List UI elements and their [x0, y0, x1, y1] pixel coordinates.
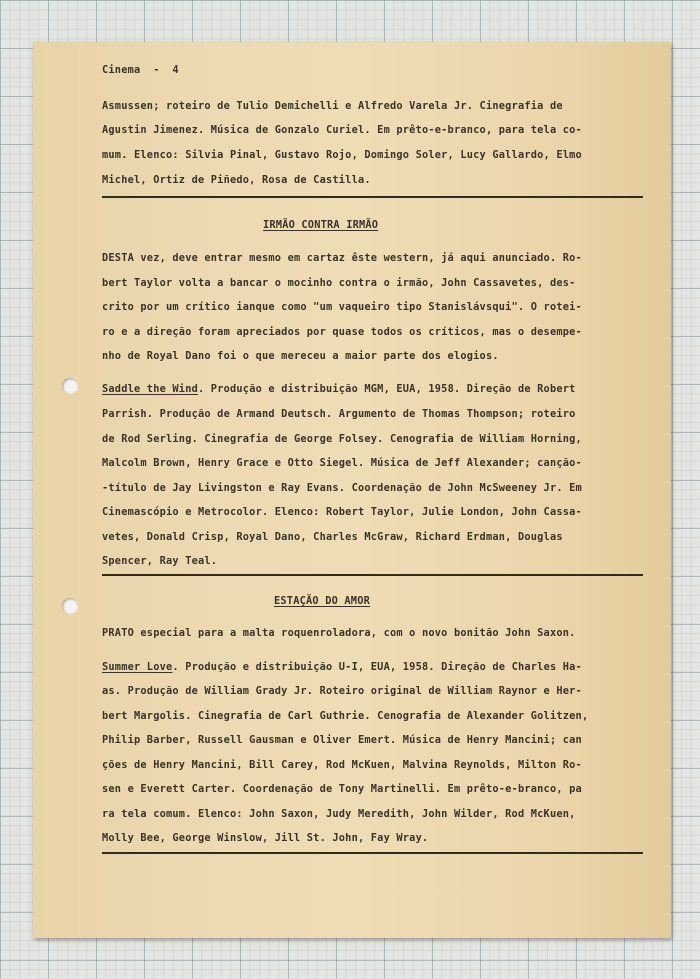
typewritten-page: [33, 42, 671, 938]
section-heading: ESTAÇÃO DO AMOR: [274, 595, 370, 607]
text-line: Malcolm Brown, Henry Grace e Otto Siegel. Música de Jeff Alexander; canção-: [102, 457, 582, 469]
film-title: Summer Love: [102, 661, 173, 673]
text-line: bert Taylor volta a bancar o mocinho contra o irmão, John Cassavetes, des-: [102, 277, 576, 289]
text-line: ra tela comum. Elenco: John Saxon, Judy Meredith, John Wilder, Rod McKuen,: [102, 808, 576, 820]
text-line: de Rod Serling. Cinegrafia de George Folsey. Cenografia de William Horning,: [102, 433, 582, 445]
punch-hole-upper: [62, 378, 78, 394]
section-divider: [102, 196, 643, 198]
text-line: as. Produção de William Grady Jr. Roteiro original de William Raynor e Her-: [102, 685, 582, 697]
text-line: mum. Elenco: Silvia Pinal, Gustavo Rojo, Domingo Soler, Lucy Gallardo, Elmo: [102, 149, 582, 161]
text-line: vetes, Donald Crisp, Royal Dano, Charles McGraw, Richard Erdman, Douglas: [102, 531, 563, 543]
text-line: nho de Royal Dano foi o que mereceu a maior parte dos elogios.: [102, 350, 499, 362]
punch-hole-lower: [62, 598, 78, 614]
credits-text: . Produção e distribuição U-I, EUA, 1958. Direção de Charles Ha-: [172, 661, 582, 673]
text-line: sen e Everett Carter. Coordenação de Tony Martinelli. Em prêto-e-branco, pa: [102, 783, 582, 795]
text-line: ro e a direção foram apreciados por quase todos os críticos, mas o desempe-: [102, 326, 582, 338]
text-line: Asmussen; roteiro de Tulio Demichelli e Alfredo Varela Jr. Cinegrafia de: [102, 100, 563, 112]
section-divider: [102, 852, 643, 854]
credits-first-line: [102, 383, 576, 395]
text-line: ções de Henry Mancini, Bill Carey, Rod McKuen, Malvina Reynolds, Milton Ro-: [102, 759, 582, 771]
text-line: Spencer, Ray Teal.: [102, 555, 218, 567]
credits-first-line: [102, 661, 582, 673]
text-line: crito por um crítico ianque como "um vaqueiro tipo Stanislávsqui". O rotei-: [102, 301, 582, 313]
text-line: Agustin Jimenez. Música de Gonzalo Curiel. Em prêto-e-branco, para tela co-: [102, 124, 582, 136]
text-line: Parrish. Produção de Armand Deutsch. Argumento de Thomas Thompson; roteiro: [102, 408, 576, 420]
credits-text: . Produção e distribuição MGM, EUA, 1958. Direção de Robert: [198, 383, 576, 395]
page-header: Cinema - 4: [102, 64, 179, 76]
film-title: Saddle the Wind: [102, 383, 198, 395]
section-heading: IRMÃO CONTRA IRMÃO: [263, 219, 379, 231]
text-line: Cinemascópio e Metrocolor. Elenco: Robert Taylor, Julie London, John Cassa-: [102, 506, 582, 518]
text-line: Michel, Ortiz de Piñedo, Rosa de Castilla.: [102, 174, 371, 186]
text-line: bert Margolis. Cinegrafia de Carl Guthrie. Cenografia de Alexander Golitzen,: [102, 710, 589, 722]
text-line: DESTA vez, deve entrar mesmo em cartaz êste western, já aqui anunciado. Ro-: [102, 252, 582, 264]
section-divider: [102, 574, 643, 576]
text-line: Molly Bee, George Winslow, Jill St. John, Fay Wray.: [102, 832, 429, 844]
text-line: PRATO especial para a malta roquenroladora, com o novo bonitão John Saxon.: [102, 627, 576, 639]
text-line: -título de Jay Livingston e Ray Evans. Coordenação de John McSweeney Jr. Em: [102, 482, 582, 494]
text-line: Philip Barber, Russell Gausman e Oliver Emert. Música de Henry Mancini; can: [102, 734, 582, 746]
